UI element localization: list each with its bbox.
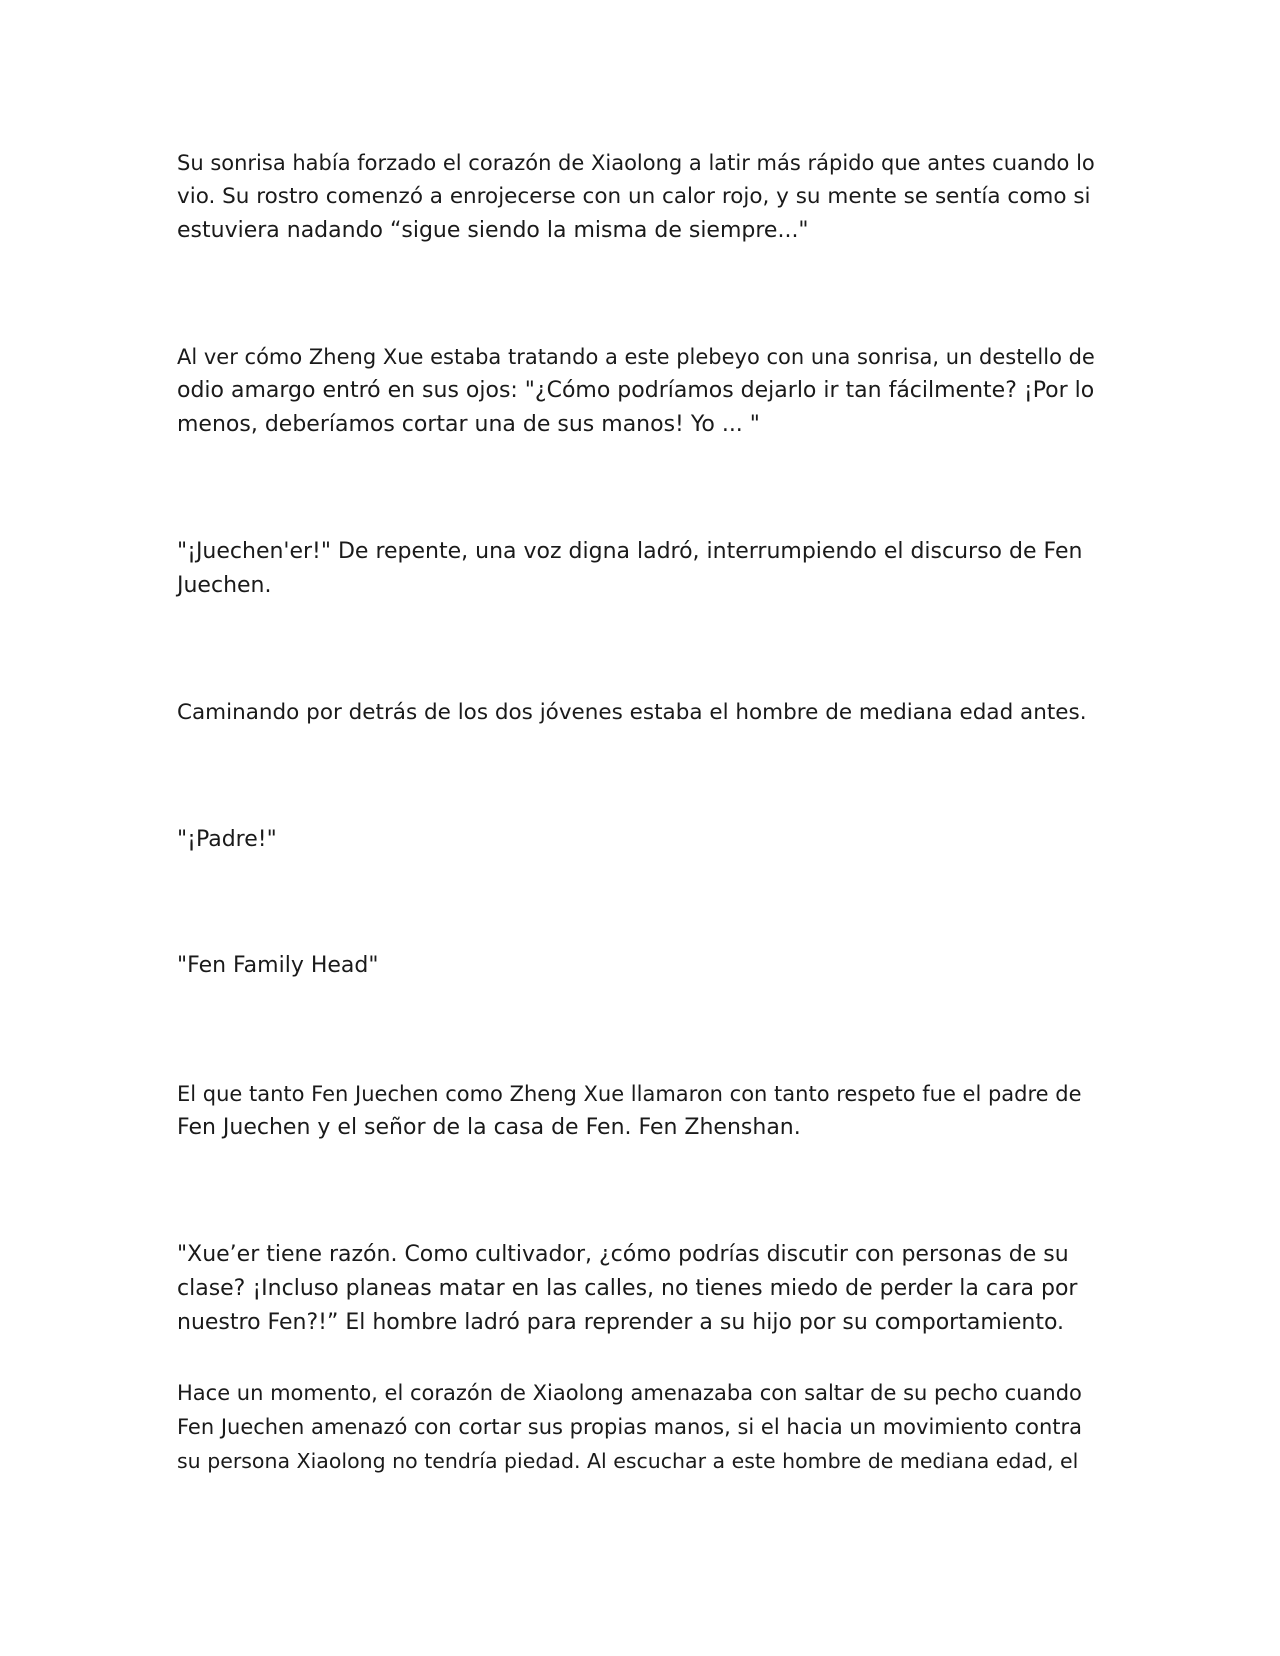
- text-line: menos, deberíamos cortar una de sus manos! Yo ... ": [177, 412, 760, 437]
- text-line: clase? ¡Incluso planeas matar en las calles, no tienes miedo de perder la cara por: [177, 1276, 1078, 1301]
- text-line: Su sonrisa había forzado el corazón de Xiaolong a latir más rápido que antes cuando lo: [177, 151, 1095, 175]
- text-line: "Fen Family Head": [177, 953, 379, 978]
- paragraph-5: [177, 823, 1097, 857]
- paragraph-1: [177, 146, 1097, 248]
- paragraph-4: [177, 696, 1097, 730]
- paragraph-6: [177, 949, 1097, 983]
- paragraph-3: [177, 535, 1097, 603]
- text-line: nuestro Fen?!” El hombre ladró para reprender a su hijo por su comportamiento.: [177, 1310, 1065, 1335]
- paragraph-2: [177, 340, 1097, 442]
- text-line: Al ver cómo Zheng Xue estaba tratando a este plebeyo con una sonrisa, un destello de: [177, 345, 1095, 369]
- text-line: Caminando por detrás de los dos jóvenes estaba el hombre de mediana edad antes.: [177, 700, 1087, 725]
- text-line: "¡Juechen'er!" De repente, una voz digna ladró, interrumpiendo el discurso de Fen: [177, 539, 1083, 564]
- text-line: Fen Juechen amenazó con cortar sus propias manos, si el hacia un movimiento contra: [177, 1415, 1083, 1439]
- text-line: estuviera nadando “sigue siendo la misma de siempre...": [177, 218, 809, 243]
- text-line: Fen Juechen y el señor de la casa de Fen. Fen Zhenshan.: [177, 1115, 801, 1140]
- text-line: Juechen.: [177, 573, 272, 598]
- text-line: "¡Padre!": [177, 827, 277, 852]
- paragraph-7: [177, 1077, 1097, 1145]
- text-line: su persona Xiaolong no tendría piedad. Al escuchar a este hombre de mediana edad, el: [177, 1449, 1079, 1473]
- text-line: odio amargo entró en sus ojos: "¿Cómo podríamos dejarlo ir tan fácilmente? ¡Por lo: [177, 378, 1095, 403]
- text-line: vio. Su rostro comenzó a enrojecerse con un calor rojo, y su mente se sentía como si: [177, 184, 1091, 209]
- paragraph-9: [177, 1376, 1097, 1478]
- text-line: Hace un momento, el corazón de Xiaolong amenazaba con saltar de su pecho cuando: [177, 1381, 1082, 1405]
- text-line: El que tanto Fen Juechen como Zheng Xue llamaron con tanto respeto fue el padre de: [177, 1082, 1082, 1106]
- text-line: "Xue’er tiene razón. Como cultivador, ¿cómo podrías discutir con personas de su: [177, 1242, 1069, 1267]
- paragraph-8: [177, 1238, 1097, 1340]
